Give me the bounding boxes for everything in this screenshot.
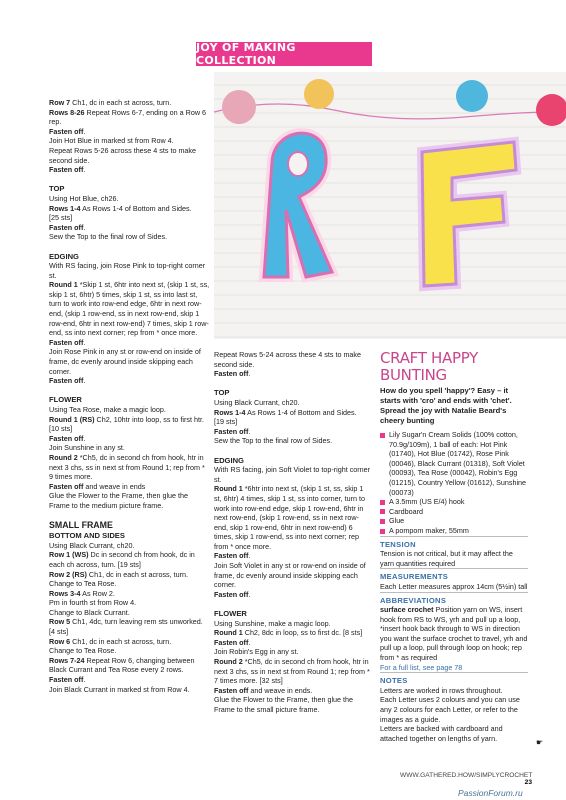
instruction-line bbox=[214, 647, 372, 657]
instruction-text: . bbox=[83, 337, 86, 347]
instruction-line bbox=[49, 482, 210, 492]
instruction-text: . bbox=[83, 126, 86, 136]
instruction-line bbox=[214, 657, 372, 686]
instruction-text: Sew the Top to the final row of Sides. bbox=[214, 436, 333, 446]
instruction-line bbox=[49, 338, 210, 348]
instruction-label: Row 1 (WS) bbox=[49, 550, 89, 560]
instruction-text: . bbox=[83, 165, 86, 175]
tension-heading: TENSION bbox=[380, 536, 528, 550]
instruction-label: Fasten off bbox=[49, 675, 84, 685]
instruction-line bbox=[49, 127, 210, 137]
instruction-line bbox=[49, 280, 210, 338]
instruction-text: and weave in ends bbox=[83, 481, 146, 491]
material-item: Glue bbox=[380, 516, 528, 526]
instruction-text: Ch2, 10htr into loop, ss to first htr. [10 sts] bbox=[49, 414, 204, 434]
spacer bbox=[214, 446, 372, 456]
material-item: Lily Sugar'n Cream Solids (100% cotton, 70.9g/109m), 1 ball of each: Hot Pink (01740), Hot Blue (01742), Rose Pink (00046), Black Currant (01318), Soft Violet (00093), Tea Rose (00042), Robin's Egg (01215), Country Yellow (01612), Sunshine (00073) bbox=[380, 430, 528, 497]
instruction-label: Round 2 bbox=[49, 452, 78, 462]
pointing-hand-icon: ☛ bbox=[536, 738, 544, 747]
instruction-text: Join Black Currant in marked st from Row 4. bbox=[49, 684, 190, 694]
instruction-line bbox=[214, 369, 372, 379]
instruction-line bbox=[214, 436, 372, 446]
instruction-line bbox=[49, 443, 210, 453]
instruction-text: *Ch5, dc in second ch from hook, htr in next 3 chs, ss in next st from Round 1; rep from * 9 times more. bbox=[49, 452, 205, 482]
instruction-text: . bbox=[248, 426, 251, 436]
subheading: EDGING bbox=[214, 455, 244, 465]
instruction-line bbox=[49, 405, 210, 415]
instruction-line bbox=[49, 579, 210, 589]
instruction-text: . bbox=[248, 589, 251, 599]
spacer bbox=[49, 511, 210, 521]
instruction-line bbox=[49, 570, 210, 580]
page-number: 23 bbox=[524, 779, 532, 786]
instruction-line bbox=[49, 223, 210, 233]
instruction-label: Rows 1-4 bbox=[49, 203, 81, 213]
instruction-text: . bbox=[83, 675, 86, 685]
subheading: FLOWER bbox=[49, 395, 82, 405]
instruction-label: Round 1 (RS) bbox=[49, 414, 95, 424]
subheading: TOP bbox=[214, 388, 230, 398]
instruction-text: Join Sunshine in any st. bbox=[49, 443, 125, 453]
instruction-line bbox=[214, 551, 372, 561]
section-banner: JOY OF MAKING COLLECTION bbox=[196, 42, 372, 66]
instruction-text: Using Hot Blue, ch26. bbox=[49, 193, 119, 203]
column-2 bbox=[214, 350, 372, 715]
instruction-label: Row 7 bbox=[49, 98, 71, 107]
instruction-text: Repeat Rows 6-7, ending on a Row 6 rep. bbox=[49, 107, 207, 127]
pompom-pink bbox=[222, 90, 256, 124]
instruction-label: Round 1 bbox=[214, 628, 243, 638]
instruction-label: Fasten off bbox=[49, 222, 84, 232]
instruction-label: Row 6 bbox=[49, 636, 71, 646]
page-footer bbox=[400, 772, 532, 786]
instruction-text: Ch1, 4dc, turn leaving rem sts unworked. [4 sts] bbox=[49, 617, 203, 637]
instruction-line bbox=[214, 465, 372, 484]
instruction-line bbox=[49, 376, 210, 386]
article-intro: How do you spell 'happy'? Easy – it starts with 'cro' and ends with 'chet'. Spread the joy with Natalie Beard's cheery bunting bbox=[380, 386, 512, 425]
instruction-line bbox=[214, 628, 372, 638]
instruction-line bbox=[49, 165, 210, 175]
instruction-label: Fasten off bbox=[49, 481, 84, 491]
instruction-text: [19 sts] bbox=[214, 417, 238, 427]
instruction-text: . bbox=[83, 376, 86, 386]
bunting-photo bbox=[214, 72, 566, 339]
instruction-line bbox=[49, 685, 210, 695]
instruction-line bbox=[49, 347, 210, 376]
instruction-label: Fasten off bbox=[49, 126, 84, 136]
material-item: A 3.5mm (US E/4) hook bbox=[380, 497, 528, 507]
instruction-label: Rows 3-4 bbox=[49, 588, 81, 598]
instruction-line bbox=[49, 646, 210, 656]
instruction-label: Row 5 bbox=[49, 617, 71, 627]
instruction-label: Fasten off bbox=[214, 426, 249, 436]
bunting-illustration bbox=[214, 72, 566, 339]
instruction-text: . bbox=[248, 369, 251, 379]
instruction-text: . bbox=[83, 222, 86, 232]
instruction-text: *Skip 1 st, 6htr into next st, (skip 1 st, ss, skip 1 st, 6htr) 5 times, skip 1 st, ss into last st, turn to work into row-end edge, 6htr in next row-end, (skip 1 row-end, ss in next row-end, skip 1 row-end, 6htr in next row-end) 7 times, skip 1 row-end, ss into next corner; rep from * once more. bbox=[49, 280, 210, 338]
watermark: PassionForum.ru bbox=[458, 788, 523, 798]
instruction-line bbox=[49, 589, 210, 599]
material-item: A pompom maker, 55mm bbox=[380, 526, 528, 536]
instruction-label: Fasten off bbox=[214, 685, 249, 695]
spacer bbox=[214, 599, 372, 609]
instruction-line bbox=[49, 213, 210, 223]
instruction-label: Round 1 bbox=[214, 484, 243, 494]
tension-text: Tension is not critical, but it may affect the yarn quantities required bbox=[380, 549, 513, 568]
instruction-text: Ch1, dc in each st across, turn. bbox=[70, 98, 172, 107]
instruction-line bbox=[214, 398, 372, 408]
pompom-yellow bbox=[304, 79, 334, 109]
instruction-label: Fasten off bbox=[214, 551, 249, 561]
instruction-label: Row 2 (RS) bbox=[49, 569, 87, 579]
instruction-label: Fasten off bbox=[214, 637, 249, 647]
instruction-text: *Ch5, dc in second ch from hook, htr in next 3 chs, ss in next st from Round 1; rep from * 7 times more. [32 sts] bbox=[214, 657, 370, 686]
instruction-line bbox=[214, 590, 372, 600]
instruction-text: Glue the Flower to the Frame, then glue the Frame to the medium picture frame. bbox=[49, 491, 189, 510]
instruction-text: Repeat Rows 5-26 across these 4 sts to make second side. bbox=[49, 145, 197, 165]
instruction-text: Sew the Top to the final row of Sides. bbox=[49, 232, 168, 242]
instruction-line bbox=[49, 675, 210, 685]
instruction-line bbox=[49, 434, 210, 444]
instruction-label: Fasten off bbox=[214, 589, 249, 599]
subheading: EDGING bbox=[49, 251, 79, 261]
instruction-label: Fasten off bbox=[49, 433, 84, 443]
instruction-text: Using Black Currant, ch20. bbox=[49, 540, 135, 550]
material-item: Cardboard bbox=[380, 507, 528, 517]
notes-list bbox=[380, 686, 528, 744]
spacer bbox=[49, 175, 210, 185]
instruction-line bbox=[214, 695, 372, 714]
footer-url[interactable]: WWW.GATHERED.HOW/SIMPLYCROCHET bbox=[400, 772, 533, 779]
instruction-label: Fasten off bbox=[49, 376, 84, 386]
instruction-text: Join Rose Pink in any st or row-end on inside of frame, dc evenly around inside skipping each corner. bbox=[49, 347, 201, 376]
instruction-text: and weave in ends. bbox=[248, 685, 313, 695]
instruction-text: Repeat Row 6, changing between Black Currant and Tea Rose every 2 rows. bbox=[49, 655, 195, 675]
instruction-line bbox=[214, 638, 372, 648]
instruction-line bbox=[49, 146, 210, 165]
instruction-text: Using Black Currant, ch20. bbox=[214, 397, 300, 407]
instruction-line bbox=[49, 204, 210, 214]
instruction-label: Rows 8-26 bbox=[49, 107, 85, 117]
instruction-line bbox=[49, 637, 210, 647]
instruction-line bbox=[214, 417, 372, 427]
instruction-text: Repeat Rows 5-24 across these 4 sts to make second side. bbox=[214, 350, 362, 369]
instruction-line bbox=[49, 598, 210, 608]
abbr-desc: Position yarn on WS, insert hook from RS to WS, yrh and pull up a loop, *insert hook back through to WS in direction you want the surface crochet to travel, yrh and pull up a loop, pull through loop on hook; rep from * as required bbox=[380, 605, 528, 663]
instruction-line bbox=[49, 656, 210, 675]
instruction-text: Change to Tea Rose. bbox=[49, 646, 117, 656]
instruction-label: Rows 7-24 bbox=[49, 655, 85, 665]
instruction-text: As Row 2. bbox=[80, 588, 115, 598]
notes-heading: NOTES bbox=[380, 672, 528, 686]
instruction-line bbox=[49, 232, 210, 242]
abbreviations-heading: ABBREVIATIONS bbox=[380, 592, 528, 606]
pompom-blue bbox=[456, 80, 488, 112]
instruction-text: [25 sts] bbox=[49, 213, 73, 223]
subheading: TOP bbox=[49, 184, 65, 194]
instruction-line bbox=[214, 427, 372, 437]
instruction-text: With RS facing, join Rose Pink to top-right corner st. bbox=[49, 261, 206, 280]
instruction-line bbox=[214, 408, 372, 418]
spacer bbox=[49, 242, 210, 252]
heading: SMALL FRAME bbox=[49, 520, 113, 531]
instruction-text: Dc in second ch from hook, dc in each ch across, turn. [19 sts] bbox=[49, 550, 195, 569]
measurements-heading: MEASUREMENTS bbox=[380, 568, 528, 582]
instruction-line bbox=[214, 484, 372, 551]
abbreviations-text bbox=[380, 605, 528, 663]
instruction-line bbox=[49, 108, 210, 127]
instruction-line bbox=[49, 261, 210, 280]
column-3 bbox=[380, 350, 528, 743]
instruction-line bbox=[214, 619, 372, 629]
instruction-text: Change to Tea Rose. bbox=[49, 579, 117, 589]
instruction-label: Rows 1-4 bbox=[214, 407, 246, 417]
instruction-line bbox=[214, 561, 372, 590]
instruction-line bbox=[49, 608, 210, 618]
measurements-text: Each Letter measures approx 14cm (5½in) tall bbox=[380, 581, 528, 591]
instruction-text: Ch2, 8dc in loop, ss to first dc. [8 sts] bbox=[242, 628, 363, 638]
instruction-line bbox=[49, 617, 210, 636]
instruction-label: Round 2 bbox=[214, 657, 243, 666]
instruction-text: As Rows 1-4 of Bottom and Sides. bbox=[80, 203, 192, 213]
instruction-line bbox=[49, 136, 210, 146]
instruction-text: Join Robin's Egg in any st. bbox=[214, 647, 299, 657]
instruction-text: Change to Black Currant. bbox=[49, 607, 130, 617]
instruction-line bbox=[214, 686, 372, 696]
instruction-text: Glue the Flower to the Frame, then glue the Frame to the small picture frame. bbox=[214, 695, 354, 714]
instruction-line bbox=[214, 350, 372, 369]
materials-list bbox=[380, 430, 528, 536]
instruction-text: Join Soft Violet in any st or row-end on inside of frame, dc evenly around inside skipping each corner. bbox=[214, 561, 366, 590]
instruction-text: Join Hot Blue in marked st from Row 4. bbox=[49, 136, 174, 146]
instruction-text: Using Tea Rose, make a magic loop. bbox=[49, 405, 166, 414]
instruction-line bbox=[49, 194, 210, 204]
instruction-label: Fasten off bbox=[49, 165, 84, 175]
instruction-line bbox=[49, 550, 210, 569]
instruction-line bbox=[49, 453, 210, 482]
subheading: BOTTOM AND SIDES bbox=[49, 531, 125, 541]
column-1 bbox=[49, 98, 210, 694]
spacer bbox=[49, 386, 210, 396]
instruction-label: Fasten off bbox=[214, 369, 249, 379]
instruction-line bbox=[49, 98, 210, 108]
instruction-text: Ch1, dc in each st across, turn. bbox=[70, 636, 172, 646]
instruction-text: With RS facing, join Soft Violet to top-right corner st. bbox=[214, 465, 371, 484]
instruction-text: As Rows 1-4 of Bottom and Sides. bbox=[245, 407, 357, 417]
instruction-line bbox=[49, 491, 210, 510]
note-item: Letters are backed with cardboard and attached together on lengths of yarn. bbox=[380, 724, 503, 743]
instruction-line bbox=[49, 415, 210, 434]
instruction-text: . bbox=[248, 551, 251, 561]
instruction-text: *6htr into next st, (skip 1 st, ss, skip 1 st, 6htr) 4 times, skip 1 st, ss into corner, turn to work into row-end edge, skip 1 row-end, 6htr in next row-end, (skip 1 row-end, ss in next row-end, skip 1 row-end, 6htr in next row-end) 6 times, skip 1 row-end, ss into next corner; rep from * once more. bbox=[214, 484, 365, 551]
subheading: FLOWER bbox=[214, 609, 247, 619]
spacer bbox=[214, 379, 372, 389]
note-item: Letters are worked in rows throughout. bbox=[380, 685, 503, 695]
instruction-label: Round 1 bbox=[49, 280, 78, 290]
instruction-text: Pm in fourth st from Row 4. bbox=[49, 598, 137, 608]
instruction-text: . bbox=[248, 637, 251, 647]
note-item: Each Letter uses 2 colours and you can use any 2 colours for each Letter, or refer to the images as a guide. bbox=[380, 695, 520, 724]
instruction-text: Using Sunshine, make a magic loop. bbox=[214, 618, 331, 628]
instruction-line bbox=[49, 541, 210, 551]
instruction-label: Fasten off bbox=[49, 337, 84, 347]
article-title: CRAFT HAPPY BUNTING bbox=[380, 349, 479, 384]
instruction-text: Ch1, dc in each st across, turn. bbox=[86, 569, 189, 579]
abbr-term: surface crochet bbox=[380, 605, 434, 615]
abbreviations-link[interactable]: For a full list, see page 78 bbox=[380, 662, 463, 672]
instruction-text: . bbox=[83, 433, 86, 443]
